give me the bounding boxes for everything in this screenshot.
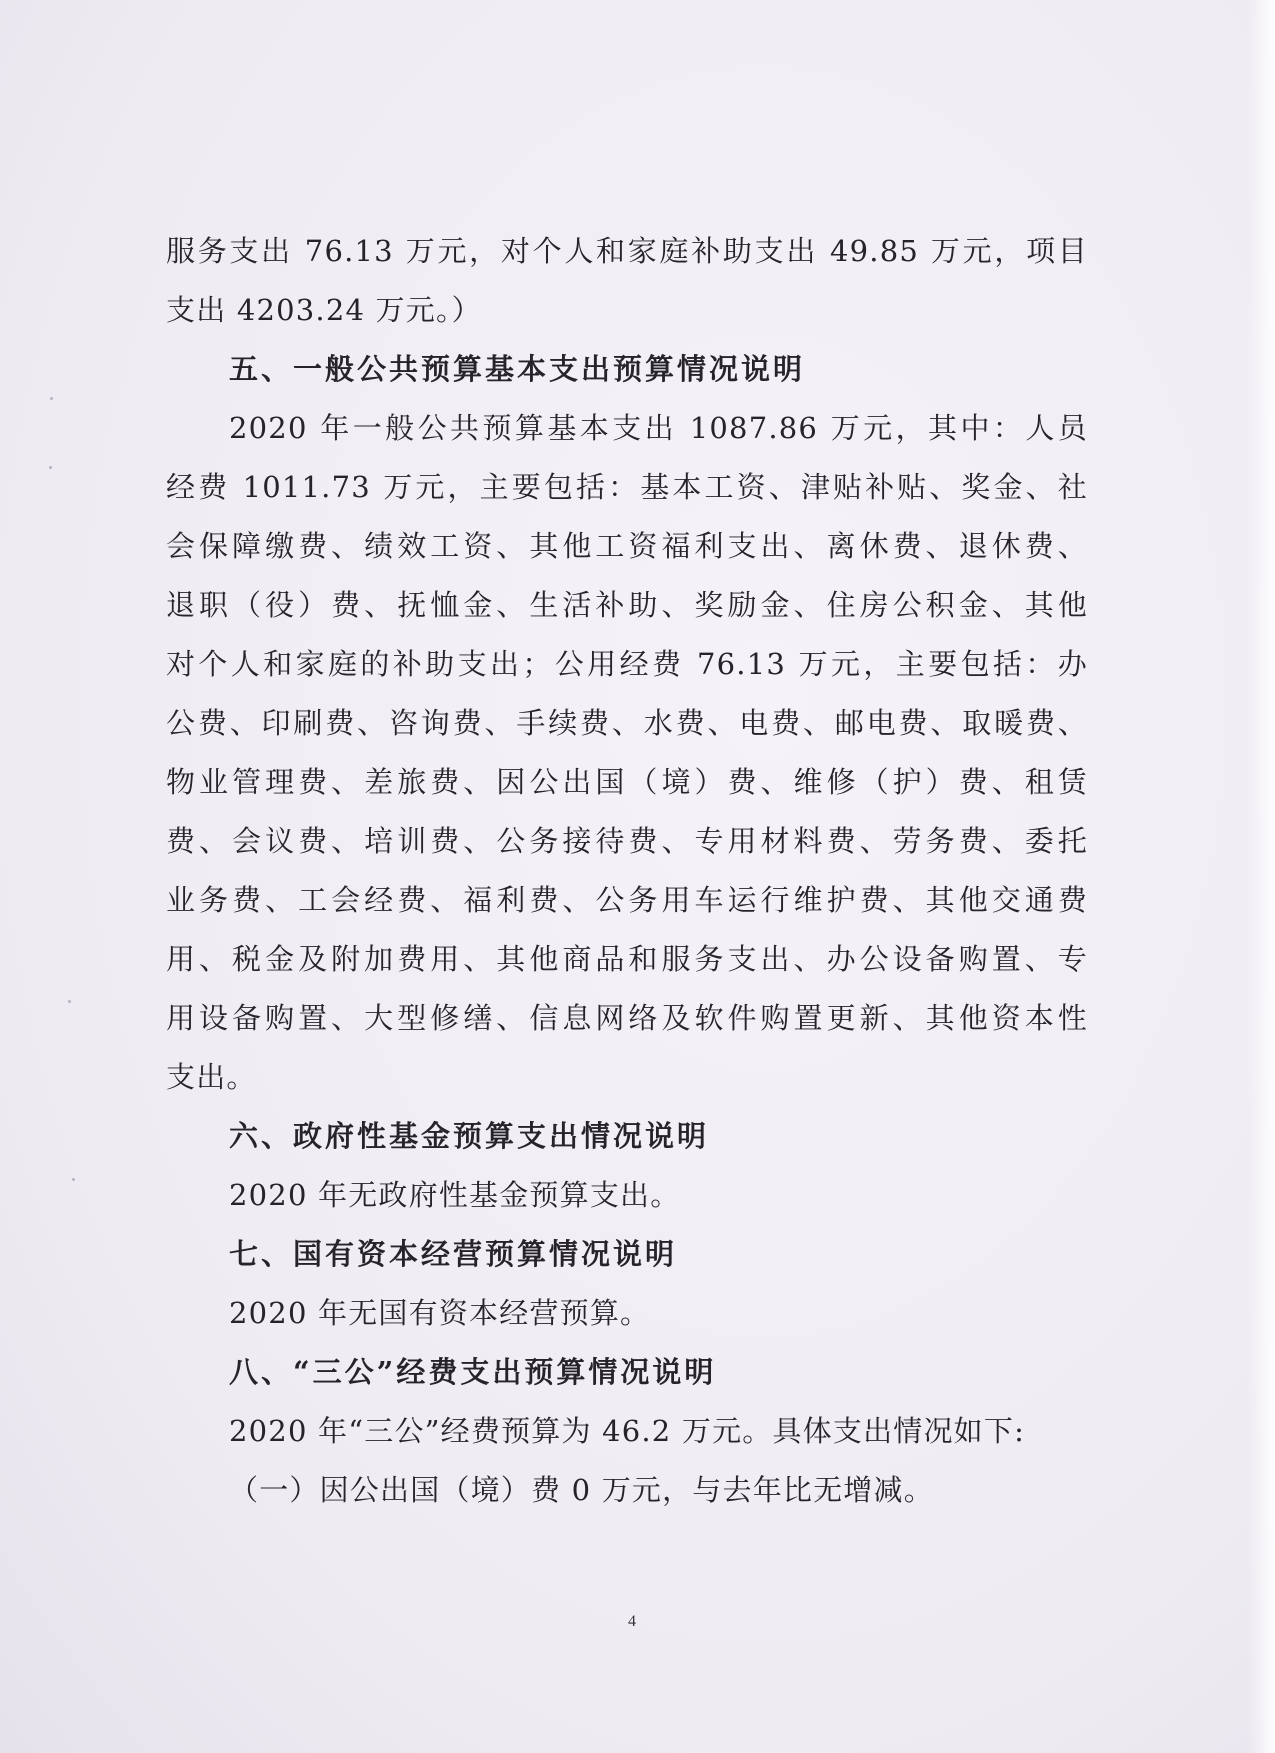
body-line: 经费 1011.73 万元，主要包括：基本工资、津贴补贴、奖金、社	[166, 470, 1088, 504]
body-line: 支出。	[166, 1060, 257, 1094]
scan-speck	[50, 397, 53, 400]
section-heading: 六、政府性基金预算支出情况说明	[229, 1119, 710, 1153]
body-line: 公费、印刷费、咨询费、手续费、水费、电费、邮电费、取暖费、	[166, 706, 1088, 740]
body-line: 费、会议费、培训费、公务接待费、专用材料费、劳务费、委托	[166, 824, 1088, 858]
body-line: 退职（役）费、抚恤金、生活补助、奖励金、住房公积金、其他	[166, 588, 1088, 622]
body-line: 用设备购置、大型修缮、信息网络及软件购置更新、其他资本性	[166, 1001, 1088, 1035]
scan-speck	[68, 1000, 71, 1003]
body-line: 2020 年一般公共预算基本支出 1087.86 万元，其中：人员	[229, 411, 1088, 445]
body-line: 用、税金及附加费用、其他商品和服务支出、办公设备购置、专	[166, 942, 1088, 976]
body-line: 2020 年无政府性基金预算支出。	[229, 1178, 681, 1212]
page-number: 4	[628, 1613, 636, 1630]
body-line: 业务费、工会经费、福利费、公务用车运行维护费、其他交通费	[166, 883, 1088, 917]
body-line: 支出 4203.24 万元。）	[166, 293, 482, 327]
body-line: 对个人和家庭的补助支出；公用经费 76.13 万元，主要包括：办	[166, 647, 1088, 681]
scan-edge	[1247, 0, 1275, 1753]
body-line: 服务支出 76.13 万元，对个人和家庭补助支出 49.85 万元，项目	[166, 234, 1088, 268]
body-line: 会保障缴费、绩效工资、其他工资福利支出、离休费、退休费、	[166, 529, 1088, 563]
body-line: （一）因公出国（境）费 0 万元，与去年比无增减。	[229, 1473, 934, 1507]
section-heading: 八、“三公”经费支出预算情况说明	[229, 1355, 717, 1389]
section-heading: 七、国有资本经营预算情况说明	[229, 1237, 678, 1271]
section-heading: 五、一般公共预算基本支出预算情况说明	[229, 352, 806, 386]
body-line: 2020 年无国有资本经营预算。	[229, 1296, 651, 1330]
scan-speck	[72, 1178, 75, 1181]
body-line: 物业管理费、差旅费、因公出国（境）费、维修（护）费、租赁	[166, 765, 1088, 799]
document-body	[166, 222, 1088, 1520]
scan-speck	[49, 466, 52, 469]
body-line: 2020 年“三公”经费预算为 46.2 万元。具体支出情况如下:	[229, 1414, 1026, 1448]
